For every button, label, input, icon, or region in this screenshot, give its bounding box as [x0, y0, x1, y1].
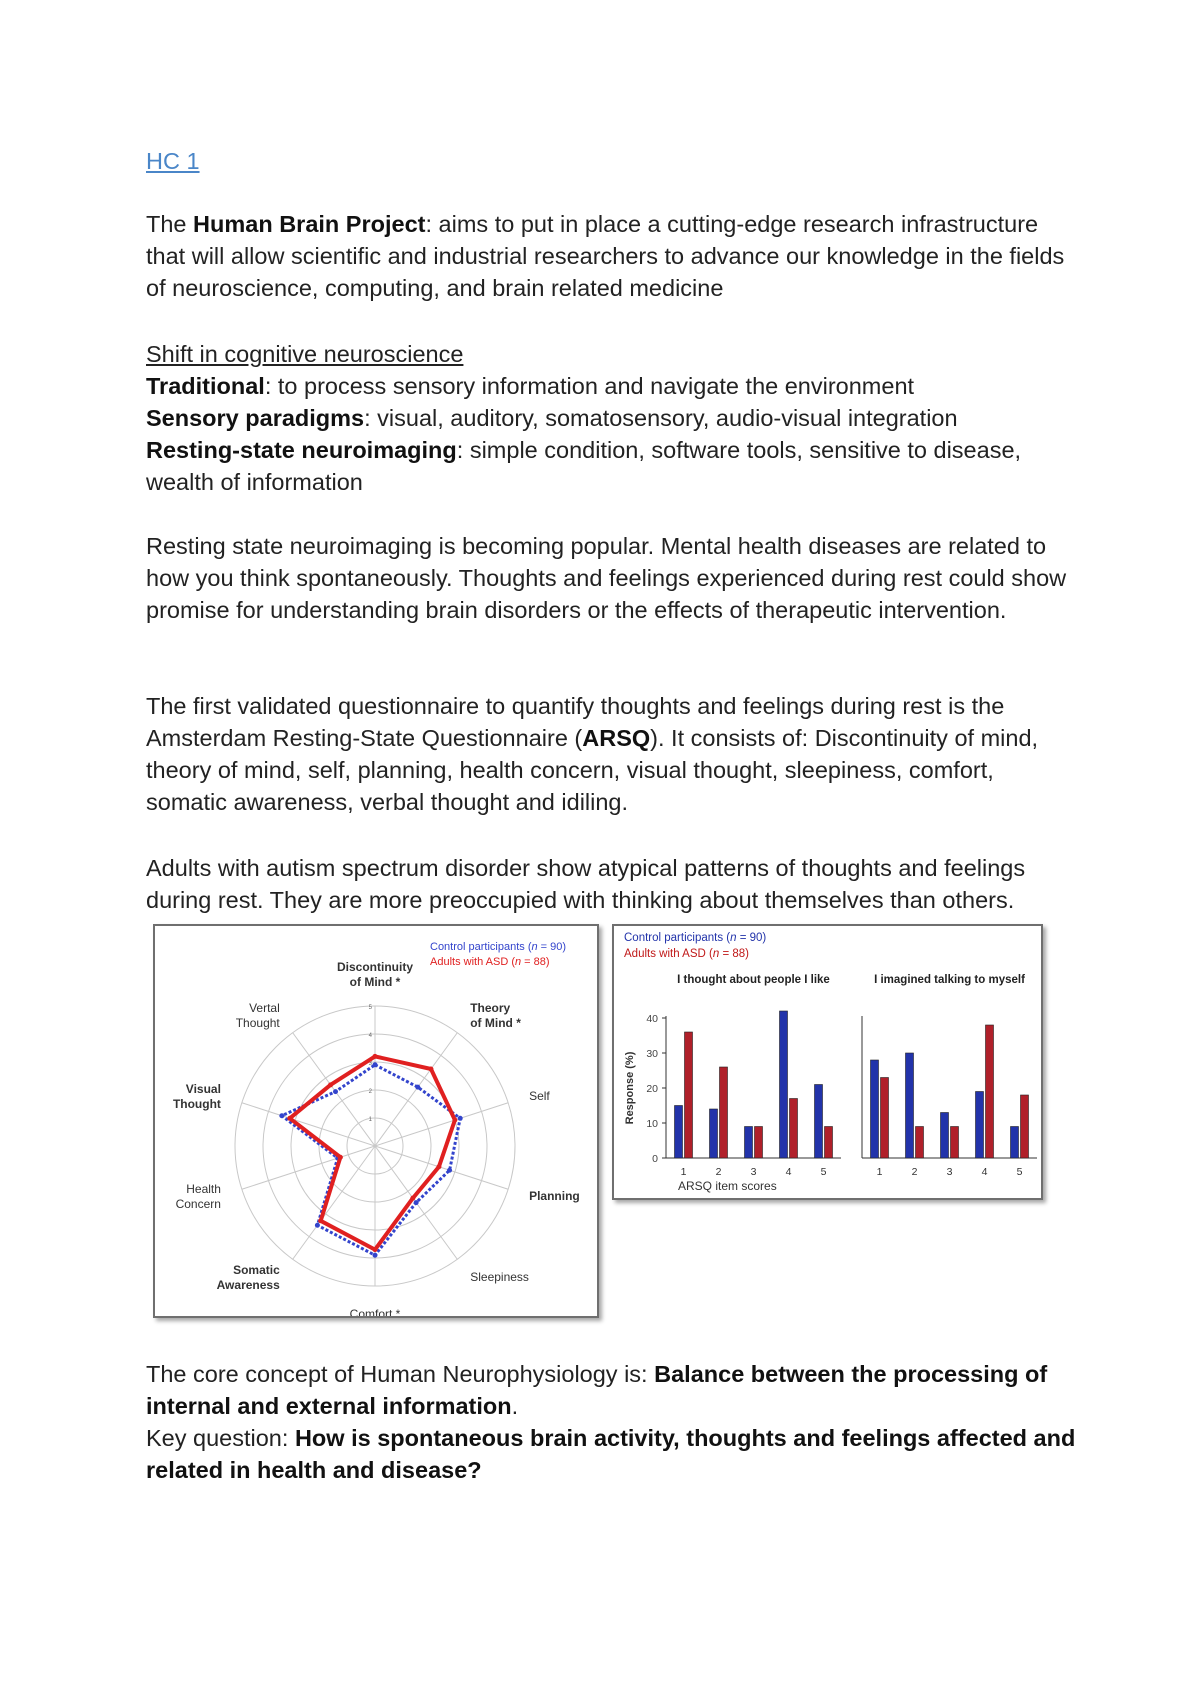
radar-spoke [242, 1146, 375, 1189]
key-pre: Key question: [146, 1425, 295, 1451]
bar-y-label: Response (%) [624, 1051, 636, 1125]
intro-paragraph [146, 208, 1076, 304]
radar-point [318, 1218, 323, 1223]
radar-point [447, 1168, 452, 1173]
shift-text: : to process sensory information and navigate the environment [264, 373, 915, 399]
radar-point [279, 1113, 284, 1118]
bar-asd [790, 1099, 798, 1159]
radar-point [373, 1247, 378, 1252]
shift-term: Sensory paradigms [146, 405, 365, 431]
resting-paragraph [146, 530, 1076, 626]
radar-axis-label: Thought [235, 1015, 280, 1030]
radar-legend-asd: Adults with ASD (n = 88) [430, 956, 550, 968]
radar-tick-label: 2 [368, 1089, 372, 1095]
radar-point [328, 1082, 333, 1087]
heading-block [146, 145, 1076, 177]
arsq-pre: The first validated questionnaire to quantify thoughts and feelings during rest is the Amsterdam Resting-State Questionnaire ( [146, 693, 1005, 751]
radar-point [333, 1089, 338, 1094]
bar-x-tick-label: 4 [785, 1166, 792, 1178]
bar-x-tick-label: 5 [820, 1166, 827, 1178]
bar-asd [720, 1067, 728, 1158]
radar-spoke [375, 1033, 457, 1146]
radar-tick-label: 3 [368, 1061, 372, 1067]
bar-control [710, 1109, 718, 1158]
bar-figure [612, 924, 1043, 1200]
bar-y-tick-label: 30 [646, 1048, 658, 1060]
radar-axis-label: Health [186, 1182, 221, 1197]
bar-chart [614, 926, 1041, 1198]
bar-legend-control: Control participants (n = 90) [624, 932, 767, 944]
core-post: . [511, 1393, 519, 1419]
arsq-post: ). It consists of: Discontinuity of mind, theory of mind, self, planning, health concern, visual thought, sleepiness, comfort, somatic awareness, verbal thought and idiling. [146, 725, 1039, 815]
radar-point [338, 1155, 343, 1160]
shift-term: Resting-state neuroimaging [146, 437, 457, 463]
radar-point [414, 1200, 419, 1205]
bar-asd [986, 1025, 994, 1158]
radar-axis-label: Thought [172, 1096, 221, 1111]
radar-axis-label: Discontinuity [336, 960, 414, 974]
radar-axis-label: Somatic [233, 1263, 280, 1278]
bar-control [871, 1060, 879, 1158]
radar-point [458, 1116, 463, 1121]
radar-point [373, 1253, 378, 1258]
radar-point [315, 1223, 320, 1228]
radar-spoke [375, 1146, 508, 1189]
bar-y-tick-label: 40 [646, 1013, 658, 1025]
bar-control [976, 1092, 984, 1159]
arsq-term: ARSQ [582, 725, 651, 751]
shift-title: Shift in cognitive neuroscience [146, 341, 464, 367]
radar-chart [155, 926, 597, 1316]
bar-control [675, 1106, 683, 1159]
bar-asd [825, 1127, 833, 1159]
bar-y-tick-label: 10 [646, 1118, 658, 1130]
bar-control [780, 1011, 788, 1158]
radar-point [287, 1116, 292, 1121]
radar-spoke [375, 1103, 508, 1146]
radar-point [410, 1196, 415, 1201]
shift-item [146, 370, 1076, 402]
radar-tick-label: 4 [368, 1033, 372, 1039]
shift-text: : simple condition, software tools, sensitive to disease, wealth of information [146, 437, 1022, 495]
bar-y-tick-label: 20 [646, 1083, 658, 1095]
bar-x-tick-label: 3 [750, 1166, 757, 1178]
radar-legend-control: Control participants (n = 90) [430, 941, 567, 953]
bar-legend-asd: Adults with ASD (n = 88) [624, 948, 749, 960]
arsq-paragraph [146, 690, 1076, 818]
bar-panel-title: I thought about people I like [677, 974, 830, 986]
bar-control [906, 1053, 914, 1158]
bar-asd [685, 1032, 693, 1158]
bar-panel-title: I imagined talking to myself [874, 974, 1025, 986]
radar-point [373, 1062, 378, 1067]
radar-point [428, 1066, 433, 1071]
bar-y-tick-label: 0 [652, 1153, 658, 1165]
bar-x-tick-label: 2 [911, 1166, 918, 1178]
autism-paragraph [146, 852, 1076, 916]
heading-link[interactable]: HC 1 [146, 148, 200, 174]
bar-x-tick-label: 2 [715, 1166, 722, 1178]
key-term: How is spontaneous brain activity, thoughts and feelings affected and related in health and disease? [146, 1425, 1076, 1483]
bar-control [1011, 1127, 1019, 1159]
radar-axis-label: of Mind * [349, 975, 401, 989]
radar-axis-label: Comfort * [349, 1307, 401, 1316]
bar-control [941, 1113, 949, 1159]
resting-text: Resting state neuroimaging is becoming popular. Mental health diseases are related to how you think spontaneously. Thoughts and feelings experienced during rest could show promise for understanding brain disorders or the effects of therapeutic intervention. [146, 533, 1067, 623]
radar-point [415, 1085, 420, 1090]
intro-rest: : aims to put in place a cutting-edge research infrastructure that will allow scientific and industrial researchers to advance our knowledge in the fields of neuroscience, computing, and brain related medicine [146, 211, 1065, 301]
radar-tick-label: 1 [368, 1117, 372, 1123]
bar-asd [916, 1127, 924, 1159]
radar-point [452, 1118, 457, 1123]
bar-x-tick-label: 5 [1016, 1166, 1023, 1178]
radar-axis-label: Concern [175, 1197, 221, 1212]
shift-section [146, 338, 1076, 498]
bar-x-label: ARSQ item scores [678, 1179, 777, 1193]
core-pre: The core concept of Human Neurophysiology is: [146, 1361, 655, 1387]
radar-axis-label: of Mind * [470, 1015, 521, 1030]
radar-axis-label: Visual [185, 1081, 221, 1096]
intro-term: Human Brain Project [193, 211, 426, 237]
radar-axis-label: Sleepiness [470, 1270, 529, 1285]
core-term: Balance between the processing of internal and external information [146, 1361, 1048, 1419]
radar-point [436, 1164, 441, 1169]
bar-x-tick-label: 1 [876, 1166, 883, 1178]
bar-asd [951, 1127, 959, 1159]
bar-asd [1021, 1095, 1029, 1158]
bar-x-tick-label: 4 [981, 1166, 988, 1178]
bar-control [815, 1085, 823, 1159]
radar-axis-label: Self [529, 1088, 550, 1103]
core-paragraph [146, 1358, 1076, 1486]
autism-text: Adults with autism spectrum disorder show atypical patterns of thoughts and feelings during rest. They are more preoccupied with thinking about themselves than others. [146, 855, 1026, 913]
intro-pre: The [146, 211, 194, 237]
bar-asd [755, 1127, 763, 1159]
bar-x-tick-label: 1 [680, 1166, 687, 1178]
bar-control [745, 1127, 753, 1159]
shift-item [146, 402, 1076, 434]
bar-x-tick-label: 3 [946, 1166, 953, 1178]
radar-axis-label: Vertal [249, 1000, 280, 1015]
shift-text: : visual, auditory, somatosensory, audio-visual integration [364, 405, 958, 431]
shift-item [146, 434, 1076, 498]
radar-point [373, 1054, 378, 1059]
radar-figure [153, 924, 599, 1318]
shift-term: Traditional [146, 373, 265, 399]
radar-tick-label: 5 [368, 1005, 372, 1011]
bar-asd [881, 1078, 889, 1159]
radar-axis-label: Planning [529, 1189, 580, 1204]
radar-spoke [242, 1103, 375, 1146]
radar-axis-label: Awareness [216, 1278, 280, 1293]
radar-axis-label: Theory [470, 1000, 511, 1015]
